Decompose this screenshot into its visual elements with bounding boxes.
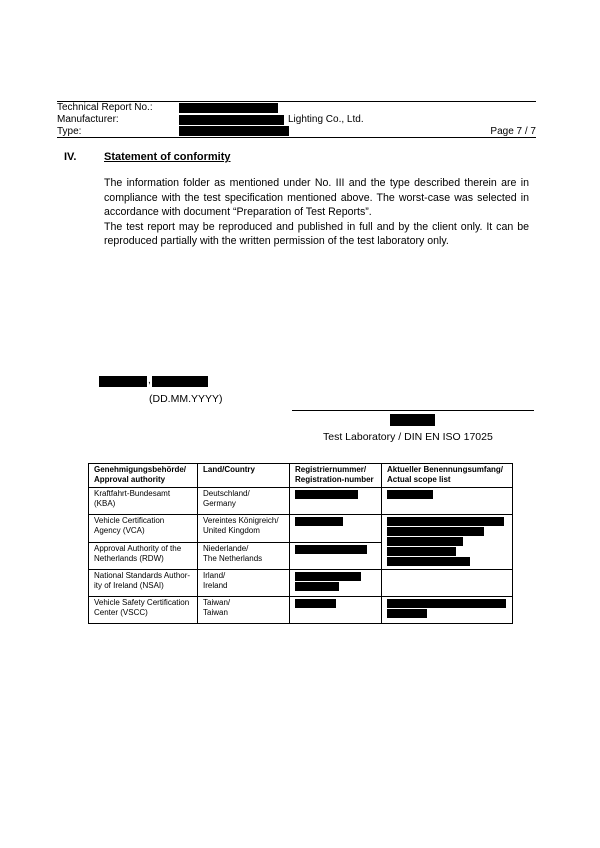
section-number: IV. [64, 151, 77, 163]
registration-cell [290, 515, 382, 543]
scope-cell [382, 570, 513, 597]
table-header-row [89, 464, 513, 488]
header-scope-text: Aktueller Benennungsumfang/ Actual scope list [387, 465, 504, 484]
header-bottom-rule [57, 137, 536, 138]
scope-redaction [387, 557, 470, 566]
place-date-separator: , [148, 375, 151, 386]
country-cell [198, 488, 290, 515]
manufacturer-suffix: Lighting Co., Ltd. [288, 114, 364, 125]
country-text: Taiwan/ Taiwan [203, 598, 231, 617]
authority-cell [89, 597, 198, 624]
authority-text: Vehicle Certification Agency (VCA) [94, 516, 165, 535]
country-cell [198, 542, 290, 570]
registration-cell [290, 597, 382, 624]
country-text: Deutschland/ Germany [203, 489, 250, 508]
signatory-redaction [390, 414, 435, 426]
report-number-redaction [179, 103, 278, 113]
header-country-text: Land/Country [203, 465, 255, 474]
country-cell [198, 570, 290, 597]
scope-cell [382, 597, 513, 624]
header-scope [382, 464, 513, 488]
place-redaction [99, 376, 147, 387]
table-row [89, 515, 513, 543]
authority-cell [89, 570, 198, 597]
registration-redaction [295, 545, 367, 554]
page-number: Page 7 / 7 [490, 126, 536, 137]
country-text: Irland/ Ireland [203, 571, 228, 590]
authority-cell [89, 488, 198, 515]
authority-cell [89, 542, 198, 570]
reproduction-paragraph: The test report may be reproduced and published in full and by the client only. It can be reproduced partially with the written permission of the test laboratory only. [104, 220, 529, 247]
authority-text: Approval Authority of the Netherlands (RDW) [94, 543, 182, 563]
header-registration [290, 464, 382, 488]
approval-authority-table [88, 463, 513, 624]
country-cell [198, 597, 290, 624]
scope-redaction [387, 527, 484, 536]
lab-caption: Test Laboratory / DIN EN ISO 17025 [323, 431, 493, 443]
header-registration-text: Registriernummer/ Registration-number [295, 465, 374, 484]
scope-cell [382, 515, 513, 570]
registration-cell [290, 488, 382, 515]
registration-redaction [295, 517, 343, 526]
table-row [89, 570, 513, 597]
conformity-paragraph: The information folder as mentioned under No. III and the type described therein are in compliance with the test specification mentioned above. The worst-case was selected in accordance with document “Preparation of Test Reports”. [104, 177, 529, 218]
registration-redaction [295, 490, 358, 499]
scope-redaction [387, 599, 506, 608]
header-authority [89, 464, 198, 488]
type-label: Type: [57, 126, 82, 137]
registration-redaction [295, 599, 336, 608]
country-text: Niederlande/ The Netherlands [203, 543, 263, 563]
country-text: Vereintes Königreich/ United Kingdom [203, 516, 279, 535]
date-format-hint: (DD.MM.YYYY) [149, 393, 223, 405]
type-redaction [179, 126, 289, 136]
scope-redaction [387, 490, 433, 499]
scope-redaction [387, 609, 427, 618]
scope-redaction [387, 547, 456, 556]
registration-cell [290, 570, 382, 597]
report-number-label: Technical Report No.: [57, 102, 153, 113]
manufacturer-label: Manufacturer: [57, 114, 119, 125]
authority-cell [89, 515, 198, 543]
registration-redaction [295, 572, 361, 581]
date-redaction [152, 376, 208, 387]
header-country [198, 464, 290, 488]
authority-text: Kraftfahrt-Bundesamt (KBA) [94, 489, 171, 508]
table-row [89, 597, 513, 624]
registration-redaction [295, 582, 339, 591]
signature-line [292, 410, 534, 411]
country-cell [198, 515, 290, 543]
scope-redaction [387, 537, 463, 546]
scope-redaction [387, 517, 504, 526]
scope-cell [382, 488, 513, 515]
header-authority-text: Genehmigungsbehörde/ Approval authority [94, 465, 187, 484]
table-row [89, 488, 513, 515]
manufacturer-redaction [179, 115, 284, 125]
authority-text: National Standards Author- ity of Ireland (NSAI) [94, 571, 191, 590]
authority-text: Vehicle Safety Certification Center (VSCC) [94, 598, 190, 617]
conformity-statement [104, 176, 529, 249]
registration-cell [290, 542, 382, 570]
section-title: Statement of conformity [104, 151, 231, 163]
